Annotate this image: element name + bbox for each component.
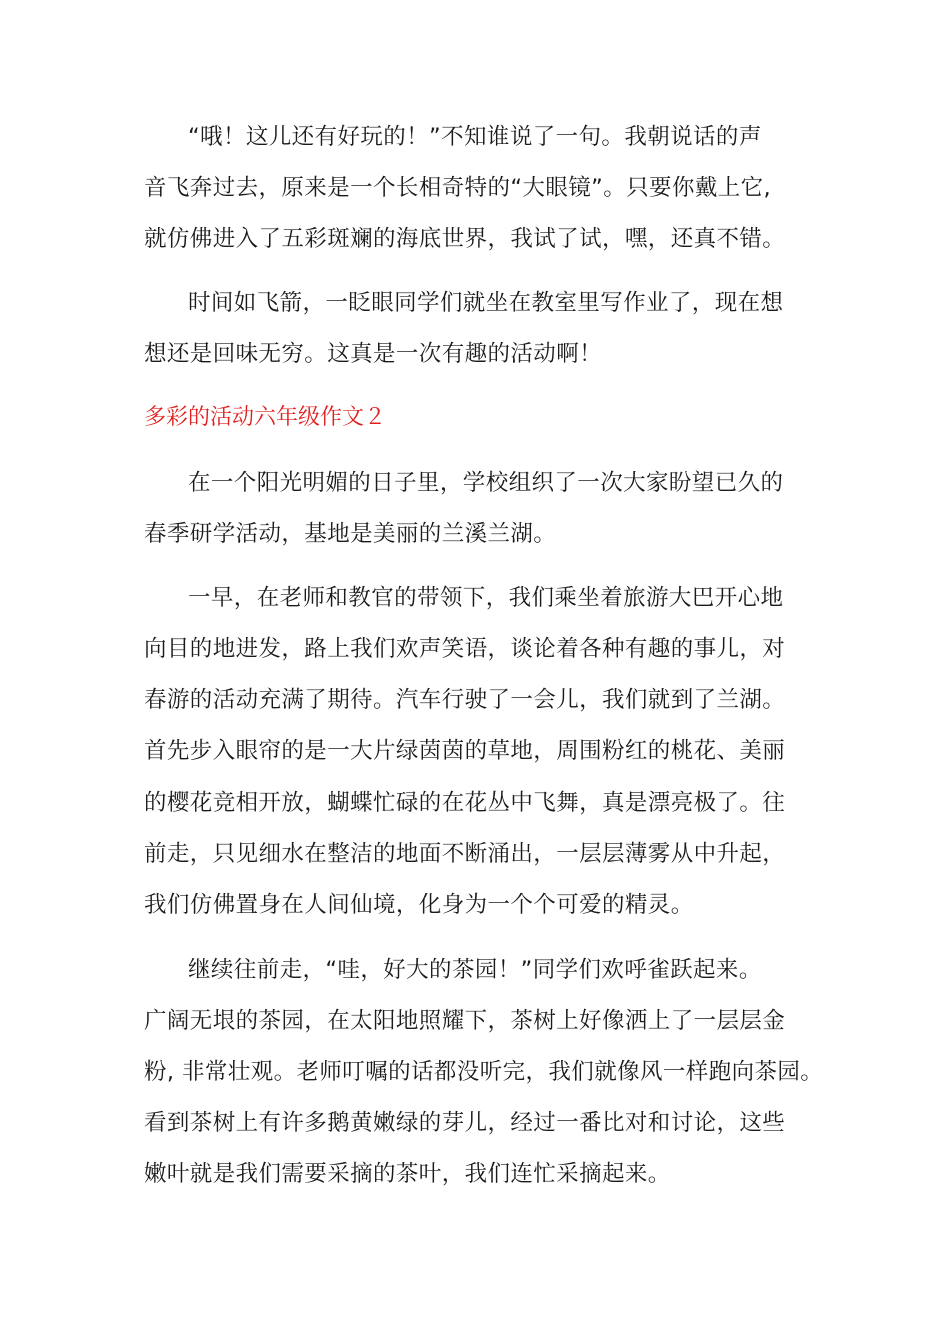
paragraph-2-line-1: 时间如飞箭，一眨眼同学们就坐在教室里写作业了，现在想 bbox=[188, 290, 784, 316]
paragraph-1-line-2: 音飞奔过去，原来是一个长相奇特的“大眼镜”。只要你戴上它, bbox=[144, 175, 772, 201]
paragraph-3-line-1: 在一个阳光明媚的日子里，学校组织了一次大家盼望已久的 bbox=[188, 470, 784, 496]
paragraph-4-line-6: 前走，只见细水在整洁的地面不断涌出，一层层薄雾从中升起， bbox=[144, 841, 786, 867]
paragraph-4-line-4: 首先步入眼帘的是一大片绿茵茵的草地，周围粉红的桃花、美丽 bbox=[144, 738, 786, 764]
section-heading: 多彩的活动六年级作文２ bbox=[144, 405, 387, 430]
paragraph-1-line-3: 就仿佛进入了五彩斑斓的海底世界，我试了试，嘿，还真不错。 bbox=[144, 226, 786, 252]
paragraph-1-line-1: “哦！这儿还有好玩的！”不知谁说了一句。我朝说话的声 bbox=[188, 124, 762, 150]
paragraph-3-line-2: 春季研学活动，基地是美丽的兰溪兰湖。 bbox=[144, 521, 557, 547]
paragraph-4-line-3: 春游的活动充满了期待。汽车行驶了一会儿，我们就到了兰湖。 bbox=[144, 687, 786, 713]
paragraph-5-line-5: 嫩叶就是我们需要采摘的茶叶，我们连忙采摘起来。 bbox=[144, 1161, 671, 1187]
paragraph-5-line-1: 继续往前走，“哇，好大的茶园！”同学们欢呼雀跃起来。 bbox=[188, 957, 762, 983]
paragraph-4-line-5: 的樱花竞相开放，蝴蝶忙碌的在花丛中飞舞，真是漂亮极了。往 bbox=[144, 790, 786, 816]
paragraph-4-line-7: 我们仿佛置身在人间仙境，化身为一个个可爱的精灵。 bbox=[144, 892, 694, 918]
paragraph-4-line-2: 向目的地进发，路上我们欢声笑语，谈论着各种有趣的事儿，对 bbox=[144, 636, 786, 662]
paragraph-2-line-2: 想还是回味无穷。这真是一次有趣的活动啊！ bbox=[144, 341, 603, 367]
paragraph-5-line-4: 看到茶树上有许多鹅黄嫩绿的芽儿，经过一番比对和讨论，这些 bbox=[144, 1110, 786, 1136]
paragraph-5-line-2: 广阔无垠的茶园，在太阳地照耀下，茶树上好像洒上了一层层金 bbox=[144, 1008, 786, 1034]
paragraph-5-line-3: 粉, 非常壮观。老师叮嘱的话都没听完，我们就像风一样跑向茶园。 bbox=[144, 1059, 824, 1085]
paragraph-4-line-1: 一早，在老师和教官的带领下，我们乘坐着旅游大巴开心地 bbox=[188, 585, 784, 611]
